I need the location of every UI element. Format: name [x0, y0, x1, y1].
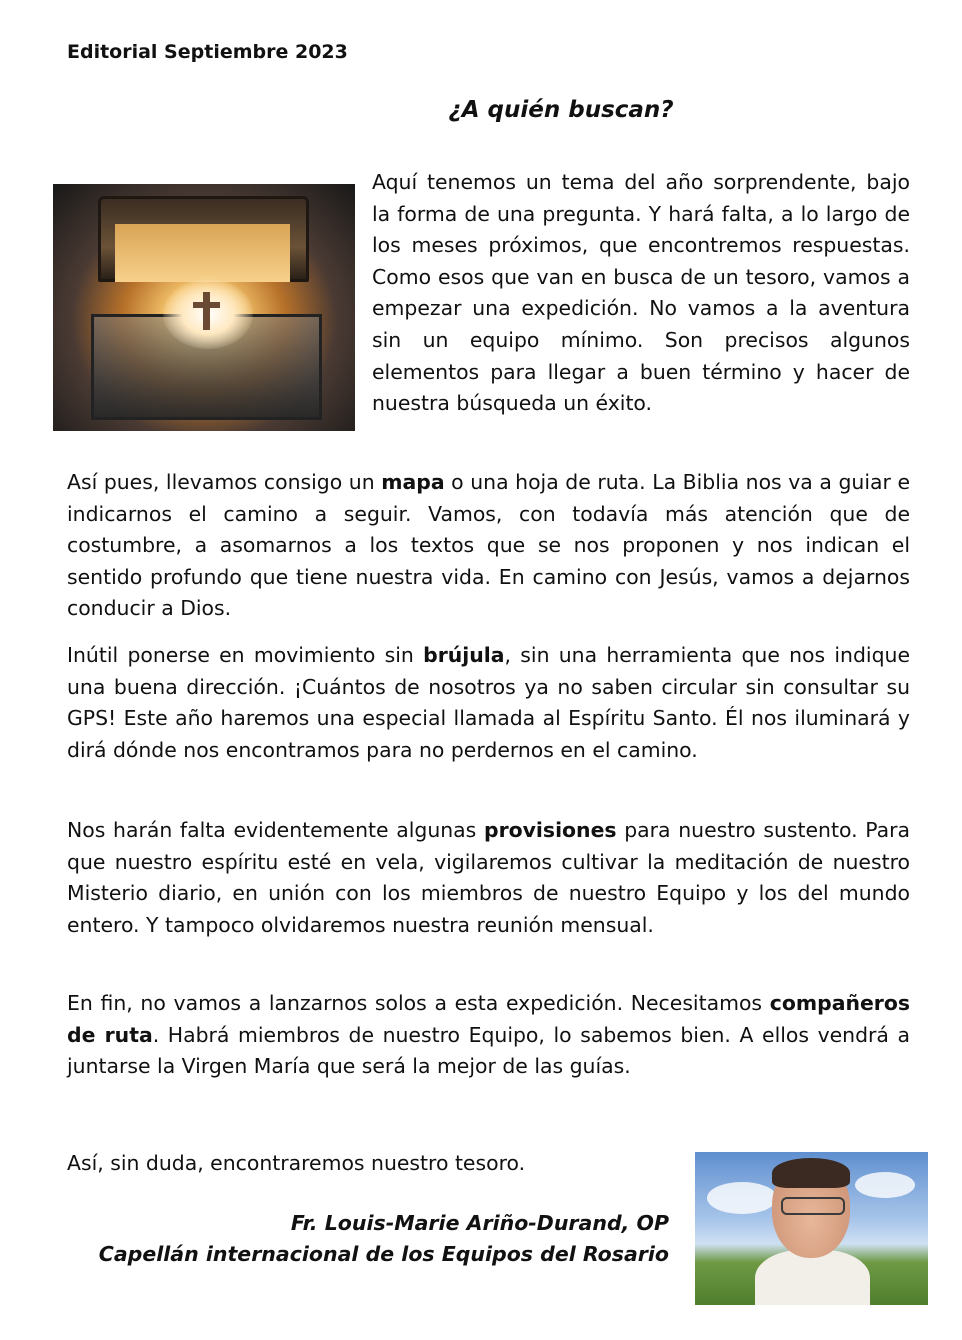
keyword-companeros: compañeros de ruta [67, 991, 910, 1047]
paragraph-mapa [67, 467, 910, 625]
signature-role: Capellán internacional de los Equipos del Rosario [98, 1242, 669, 1266]
paragraph-intro: Aquí tenemos un tema del año sorprendente, bajo la forma de una pregunta. Y hará falta, a lo largo de los meses próximos, que encontremos respuestas. Como esos que van en busca de un tesoro, vamos a empezar una expedición. No vamos a la aventura sin un equipo mínimo. Son precisos algunos elementos para llegar a buen término y hacer de nuestra búsqueda un éxito. [372, 170, 910, 416]
glasses-icon [781, 1197, 845, 1215]
cross-icon-bar [193, 302, 220, 308]
paragraph-closing: Así, sin duda, encontraremos nuestro tesoro. [67, 1151, 526, 1175]
white-habit [755, 1250, 870, 1305]
paragraph-text: Nos harán falta evidentemente algunas [67, 818, 484, 842]
paragraph-text: o una hoja de ruta. La Biblia nos va a guiar e indicarnos el camino a seguir. Vamos, con todavía más atención que de costumbre, a asomarnos a los textos que se nos proponen y nos indican el sentido profundo que tiene nuestra vida. En camino con Jesús, vamos a dejarnos conducir a Dios. [67, 470, 910, 621]
paragraph-companeros [67, 988, 910, 1083]
cross-icon [203, 292, 210, 330]
keyword-provisiones: provisiones [483, 818, 617, 842]
paragraph-brujula [67, 640, 910, 766]
keyword-mapa: mapa [381, 470, 445, 494]
paragraph-provisiones [67, 815, 910, 941]
treasure-chest-with-cross-image [53, 184, 355, 431]
author-hair [772, 1158, 850, 1188]
keyword-brujula: brújula [423, 643, 505, 667]
signature-name: Fr. Louis-Marie Ariño-Durand, OP [290, 1211, 669, 1235]
photo-cloud [707, 1182, 777, 1214]
paragraph-text: . Habrá miembros de nuestro Equipo, lo sabemos bien. A ellos vendrá a juntarse la Virgen María que será la mejor de las guías. [67, 1022, 911, 1079]
article-title: ¿A quién buscan? [448, 97, 674, 123]
paragraph-text: , sin una herramienta que nos indique una buena dirección. ¡Cuántos de nosotros ya no saben circular sin consultar su GPS! Este año haremos una especial llamada al Espíritu Santo. Él nos iluminará y dirá dónde nos encontramos para no perdernos en el camino. [67, 643, 911, 762]
author-portrait-photo [695, 1152, 928, 1305]
photo-cloud [855, 1172, 915, 1198]
chest-lid-interior [115, 224, 290, 282]
editorial-header: Editorial Septiembre 2023 [67, 41, 348, 63]
paragraph-text: Inútil ponerse en movimiento sin [67, 643, 424, 667]
paragraph-text: para nuestro sustento. Para que nuestro espíritu esté en vela, vigilaremos cultivar la meditación de nuestro Misterio diario, en unión con los miembros de nuestro Equipo y los del mundo entero. Y tampoco olvidaremos nuestra reunión mensual. [67, 818, 910, 937]
paragraph-text: Así pues, llevamos consigo un [67, 470, 382, 494]
paragraph-text: En fin, no vamos a lanzarnos solos a esta expedición. Necesitamos [67, 991, 770, 1015]
